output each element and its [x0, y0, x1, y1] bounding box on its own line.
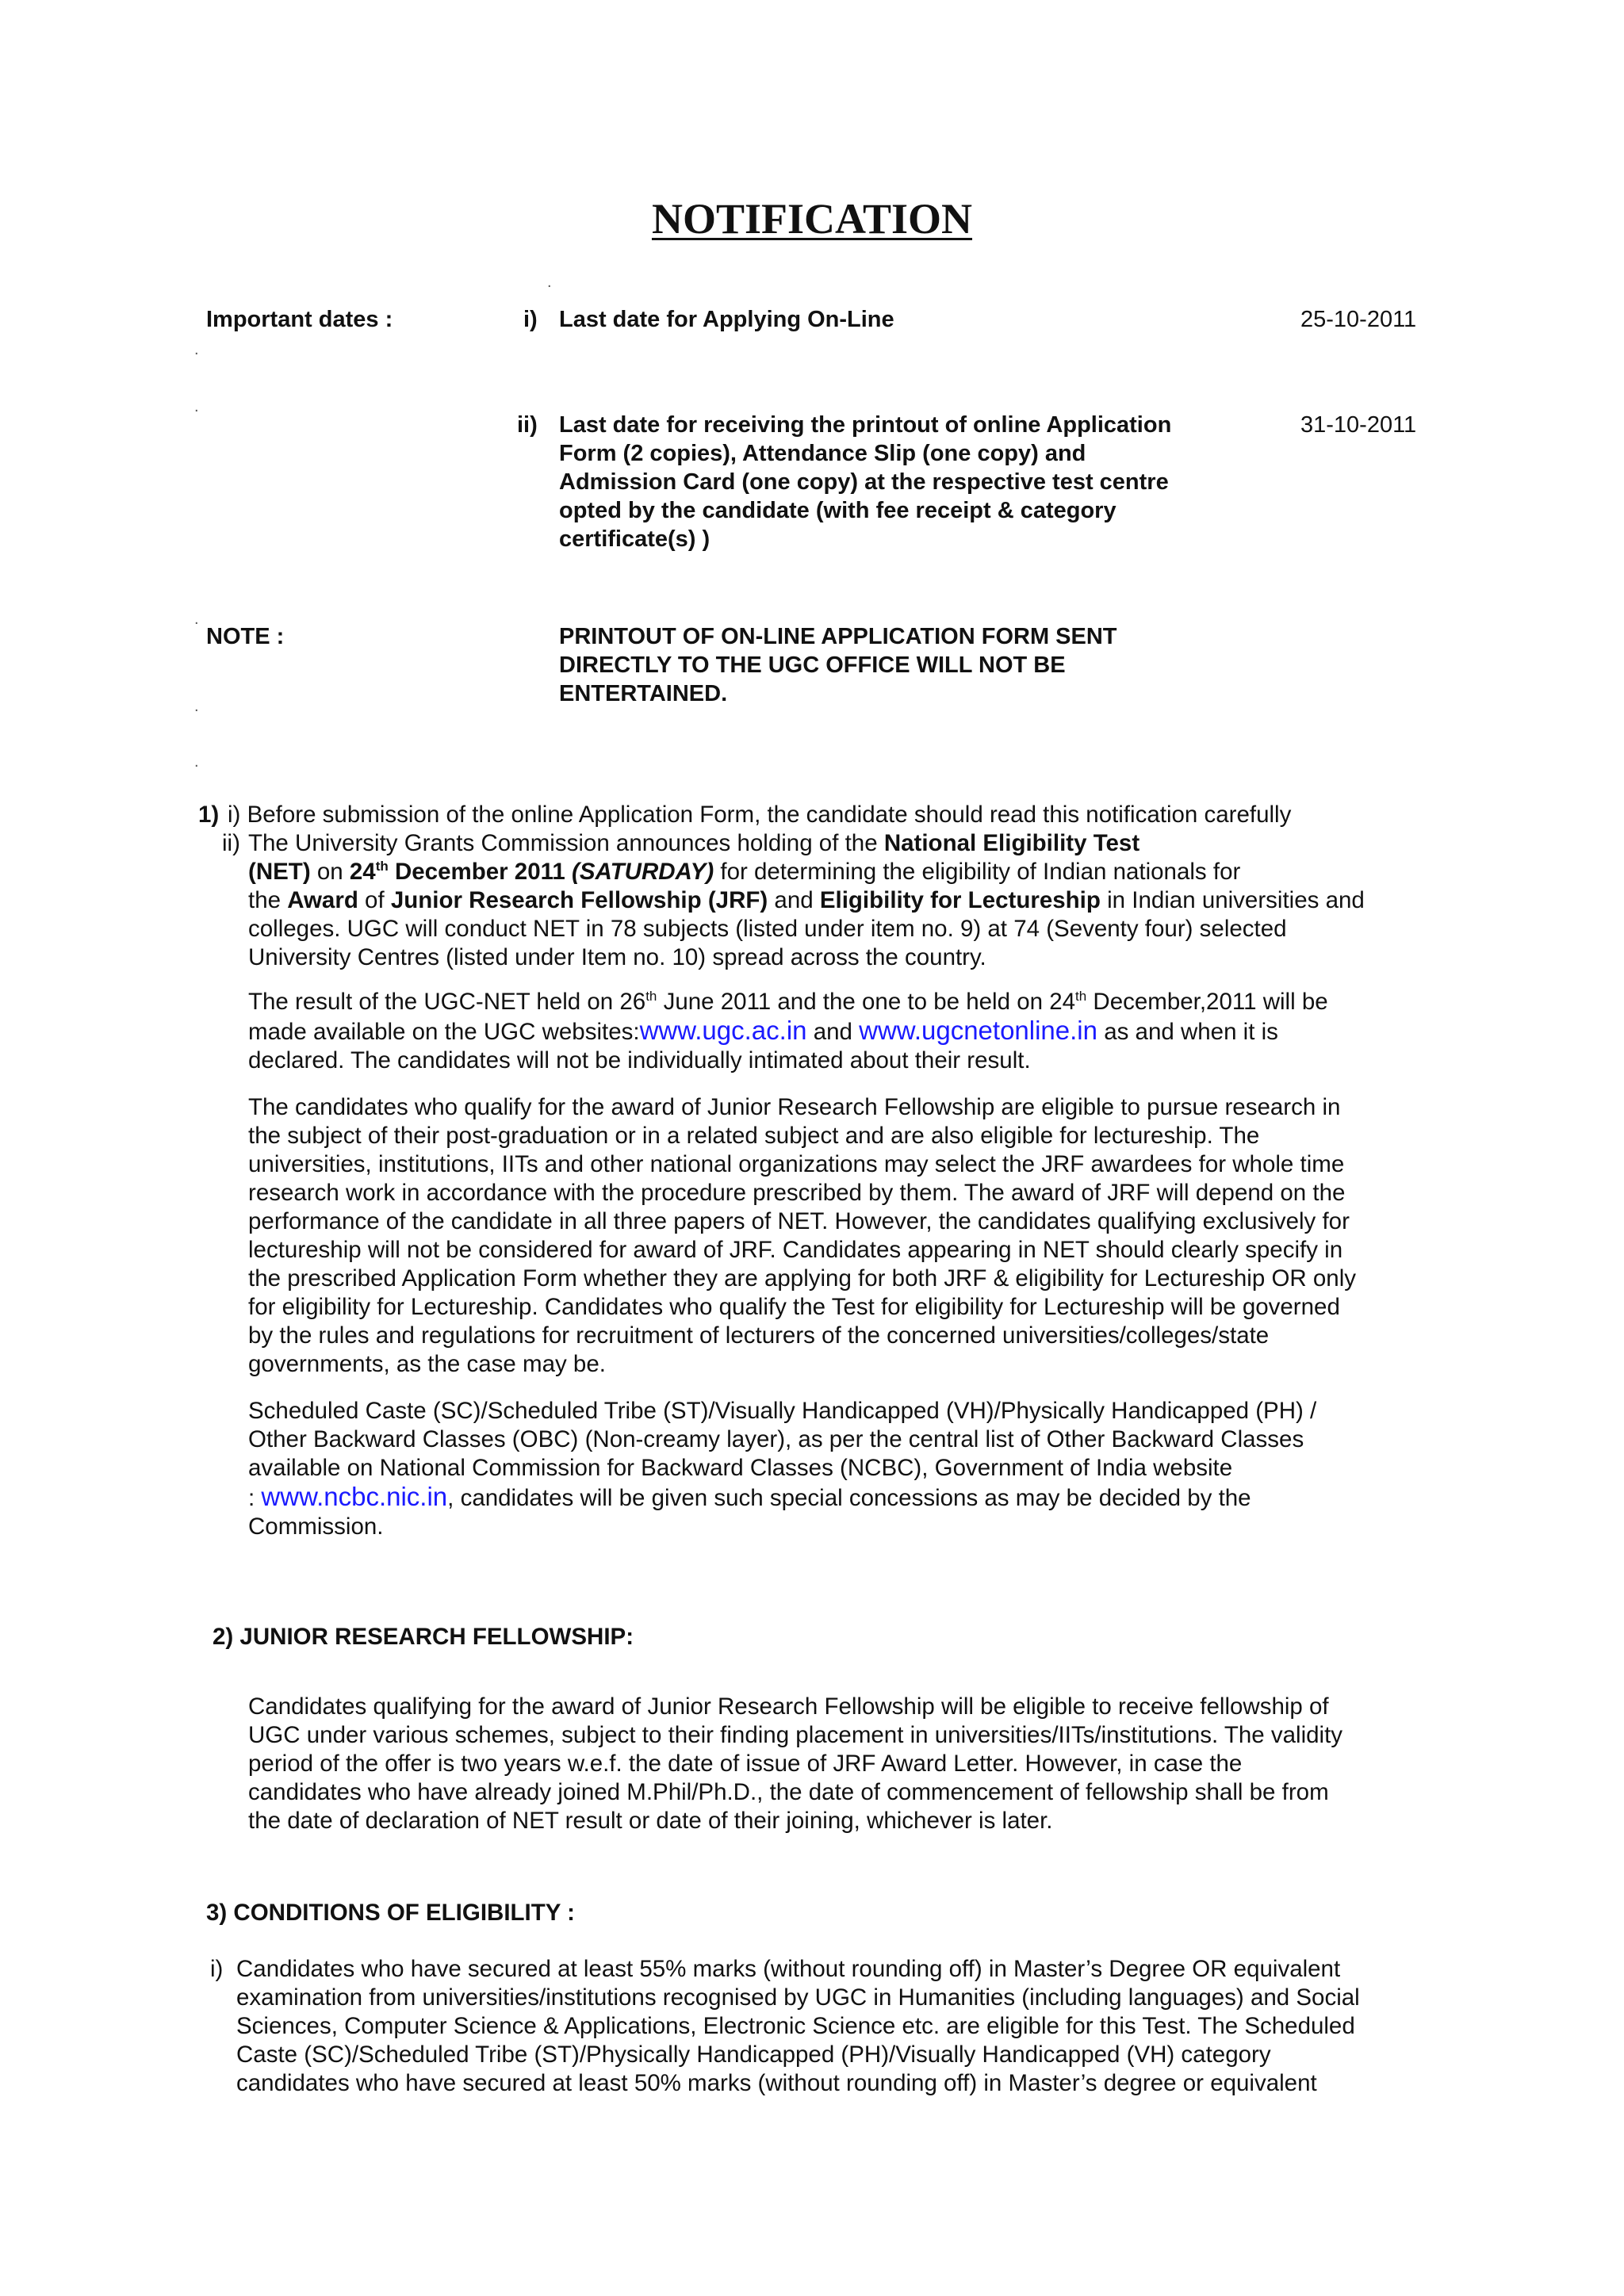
page-title: NOTIFICATION [651, 195, 973, 243]
ordinal-suffix: th [645, 989, 657, 1004]
text-line: for eligibility for Lectureship. Candidates who qualify the Test for eligibility for Lectureship will be governed [248, 1294, 1340, 1320]
ncbc-website-link[interactable]: www.ncbc.nic.in [261, 1482, 448, 1511]
section-1-item-ii-num: ii) [222, 830, 240, 856]
text-line: Scheduled Caste (SC)/Scheduled Tribe (ST)/Visually Handicapped (VH)/Physically Handicapped (PH) / [248, 1398, 1317, 1424]
text-span: in Indian universities and [1100, 887, 1365, 913]
section-3-body [236, 1955, 1442, 2098]
text-line: declared. The candidates will not be individually intimated about their result. [248, 1047, 1031, 1073]
text-line: ENTERTAINED. [559, 681, 728, 706]
ugc-website-link[interactable]: www.ugc.ac.in [639, 1016, 807, 1045]
date-item-1-num: i) [523, 307, 538, 332]
text-span: and [768, 887, 820, 913]
date-item-1-date: 25-10-2011 [1300, 307, 1417, 332]
date-item-2-text [559, 411, 1273, 553]
section-3-heading: 3) CONDITIONS OF ELIGIBILITY : [206, 1900, 575, 1926]
text-span: for determining the eligibility of Indian nationals for [714, 859, 1241, 885]
text-line: certificate(s) ) [559, 526, 710, 552]
stray-dot: . [547, 274, 552, 291]
text-span: The result of the UGC-NET held on 26 [248, 989, 646, 1015]
stray-dot: . [194, 398, 199, 415]
text-span: June 2011 and the one to be held on 24 [657, 989, 1076, 1015]
text-span: made available on the UGC websites: [248, 1019, 640, 1045]
text-line: DIRECTLY TO THE UGC OFFICE WILL NOT BE [559, 652, 1066, 678]
text-span: : [248, 1485, 262, 1511]
award-word: Award [287, 887, 358, 913]
text-line: Other Backward Classes (OBC) (Non-creamy layer), as per the central list of Other Backward Classes [248, 1426, 1304, 1452]
text-line: candidates who have secured at least 50% marks (without rounding off) in Master’s degree or equivalent [236, 2070, 1317, 2096]
net-abbrev: (NET) [248, 859, 311, 885]
ordinal-suffix: th [375, 859, 389, 874]
text-span: on [310, 859, 350, 885]
text-line: by the rules and regulations for recruitment of lecturers of the concerned universities/colleges/state [248, 1322, 1270, 1349]
date-item-2-num: ii) [517, 412, 538, 438]
text-span: and [806, 1019, 860, 1045]
section-2-body [248, 1693, 1438, 1835]
text-line: Candidates who have secured at least 55% marks (without rounding off) in Master’s Degree OR equivalent [236, 1956, 1341, 1982]
note-label: NOTE : [206, 624, 285, 649]
text-line: Caste (SC)/Scheduled Tribe (ST)/Physically Handicapped (PH)/Visually Handicapped (VH) category [236, 2042, 1271, 2068]
section-2-heading: 2) JUNIOR RESEARCH FELLOWSHIP: [213, 1624, 634, 1650]
section-1-number: 1) [198, 802, 220, 828]
section-1-item-i: i) Before submission of the online Application Form, the candidate should read this notification carefully [228, 802, 1292, 828]
text-line: lectureship will not be considered for award of JRF. Candidates appearing in NET should clearly specify in [248, 1237, 1343, 1263]
text-span: the [248, 887, 288, 913]
lectureship-name: Eligibility for Lectureship [819, 887, 1101, 913]
text-span: , candidates will be given such special concessions as may be decided by the [447, 1485, 1251, 1511]
text-line: candidates who have already joined M.Phil/Ph.D., the date of commencement of fellowship shall be from [248, 1779, 1329, 1805]
text-line: PRINTOUT OF ON-LINE APPLICATION FORM SENT [559, 624, 1117, 649]
text-line: The candidates who qualify for the award of Junior Research Fellowship are eligible to pursue research in [248, 1094, 1341, 1120]
exam-weekday: (SATURDAY) [572, 859, 714, 885]
stray-dot: . [194, 698, 199, 715]
text-line: UGC under various schemes, subject to their finding placement in universities/IITs/institutions. The validity [248, 1722, 1343, 1748]
stray-dot: . [194, 341, 199, 358]
section-3-item-i-num: i) [210, 1956, 224, 1982]
date-item-1-text: Last date for Applying On-Line [559, 307, 894, 332]
text-line: Sciences, Computer Science & Applications, Electronic Science etc. are eligible for this Test. The Scheduled [236, 2013, 1355, 2039]
text-line: colleges. UGC will conduct NET in 78 subjects (listed under item no. 9) at 74 (Seventy four) selected [248, 916, 1287, 942]
exam-date: December 2011 [388, 859, 572, 885]
text-line: opted by the candidate (with fee receipt & category [559, 498, 1116, 523]
text-line: research work in accordance with the procedure prescribed by them. The award of JRF will depend on the [248, 1180, 1346, 1206]
text-line: Admission Card (one copy) at the respective test centre [559, 469, 1169, 495]
text-line: the subject of their post-graduation or in a related subject and are also eligible for lectureship. The [248, 1123, 1260, 1149]
section-1-body [248, 829, 1438, 1541]
text-span: of [358, 887, 391, 913]
exam-day: 24 [349, 859, 376, 885]
net-name: National Eligibility Test [883, 830, 1140, 856]
text-line: period of the offer is two years w.e.f. the date of issue of JRF Award Letter. However, in case the [248, 1751, 1243, 1777]
ugcnet-website-link[interactable]: www.ugcnetonline.in [859, 1016, 1097, 1045]
stray-dot: . [194, 610, 199, 628]
text-span: The University Grants Commission announces holding of the [248, 830, 884, 856]
text-line: the date of declaration of NET result or date of their joining, whichever is later. [248, 1808, 1053, 1834]
text-line: Commission. [248, 1513, 384, 1540]
stray-dot: . [194, 753, 199, 771]
text-line: Last date for receiving the printout of online Application [559, 412, 1172, 438]
text-line: performance of the candidate in all three papers of NET. However, the candidates qualifying exclusively for [248, 1208, 1350, 1234]
important-dates-label: Important dates : [206, 307, 393, 332]
text-line: governments, as the case may be. [248, 1351, 606, 1377]
text-span: as and when it is [1097, 1019, 1278, 1045]
text-span: December,2011 will be [1086, 989, 1328, 1015]
ordinal-suffix: th [1075, 989, 1087, 1004]
text-line: the prescribed Application Form whether they are applying for both JRF & eligibility for Lectureship OR only [248, 1265, 1357, 1292]
text-line: Form (2 copies), Attendance Slip (one copy) and [559, 441, 1086, 466]
text-line: universities, institutions, IITs and other national organizations may select the JRF awardees for whole time [248, 1151, 1345, 1177]
text-line: Candidates qualifying for the award of Junior Research Fellowship will be eligible to receive fellowship of [248, 1693, 1329, 1720]
note-text [559, 622, 1273, 708]
date-item-2-date: 31-10-2011 [1300, 412, 1417, 438]
text-line: University Centres (listed under Item no. 10) spread across the country. [248, 944, 986, 970]
text-line: available on National Commission for Backward Classes (NCBC), Government of India website [248, 1455, 1233, 1481]
text-line: examination from universities/institutions recognised by UGC in Humanities (including languages) and Social [236, 1984, 1360, 2011]
jrf-name: Junior Research Fellowship (JRF) [390, 887, 768, 913]
